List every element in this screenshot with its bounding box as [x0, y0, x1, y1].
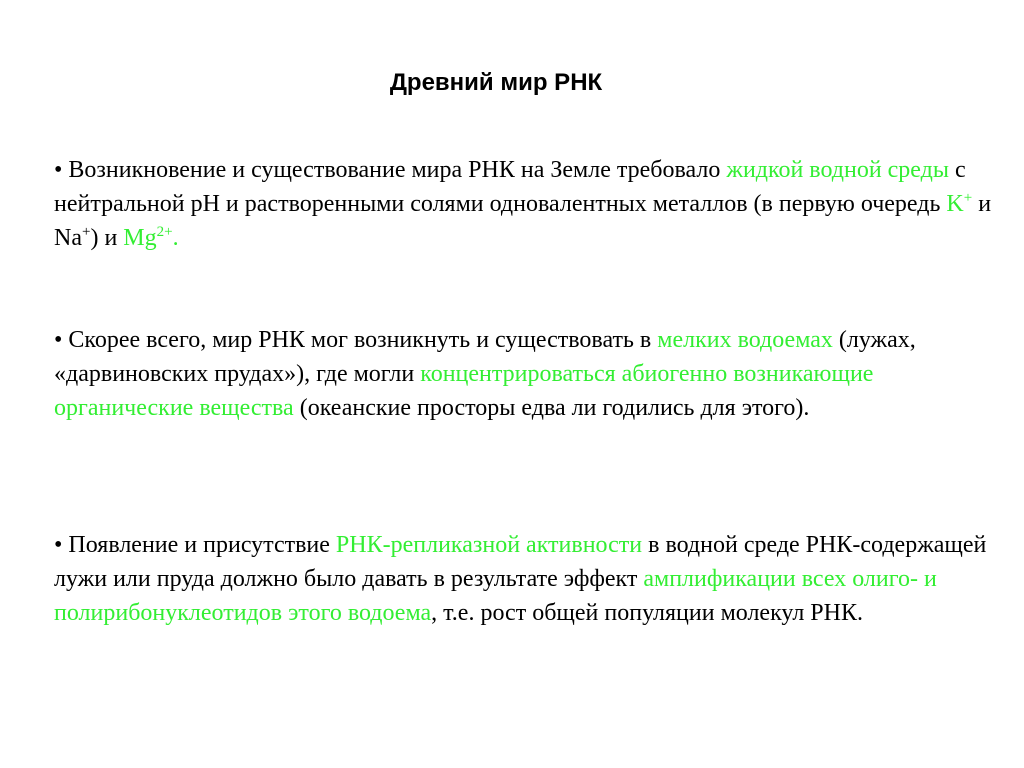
paragraph-text: • Скорее всего, мир РНК мог возникнуть и существовать в: [54, 327, 658, 353]
paragraph-text: , т.е. рост общей популяции молекул РНК.: [431, 600, 863, 626]
highlighted-text: РНК-репликазной активности: [335, 532, 643, 558]
highlighted-text: +: [963, 190, 973, 206]
paragraph-text: • Появление и присутствие: [54, 532, 336, 558]
paragraph-text: +: [81, 224, 91, 240]
bullet-paragraph-1: [54, 153, 994, 255]
paragraph-text: в водной среде РНК-содержащей лужи или пруда должно было давать в результате эффект: [54, 532, 987, 592]
highlighted-text: 2+: [156, 224, 173, 240]
highlighted-text: концентрироваться абиогенно возникающие органические вещества: [54, 361, 874, 421]
bullet-paragraph-2: [54, 323, 994, 425]
highlighted-text: K: [946, 191, 964, 217]
slide-title: Древний мир РНК: [389, 69, 603, 96]
paragraph-text: ) и: [90, 225, 124, 251]
paragraph-text: с нейтральной pH и растворенными солями одновалентных металлов (в первую очередь: [54, 157, 966, 217]
bullet-paragraph-3: [54, 528, 994, 630]
highlighted-text: жидкой водной среды: [726, 157, 949, 183]
highlighted-text: Mg: [123, 225, 157, 251]
paragraph-text: (океанские просторы едва ли годились для этого).: [293, 395, 810, 421]
paragraph-text: • Возникновение и существование мира РНК на Земле требовало: [54, 157, 727, 183]
paragraph-text: (лужах, «дарвиновских прудах»), где могли: [54, 327, 916, 387]
highlighted-text: .: [172, 225, 179, 251]
paragraph-text: и Na: [54, 191, 992, 251]
highlighted-text: амплификации всех олиго- и полирибонуклеотидов этого водоема: [54, 566, 937, 626]
highlighted-text: мелких водоемах: [657, 327, 833, 353]
